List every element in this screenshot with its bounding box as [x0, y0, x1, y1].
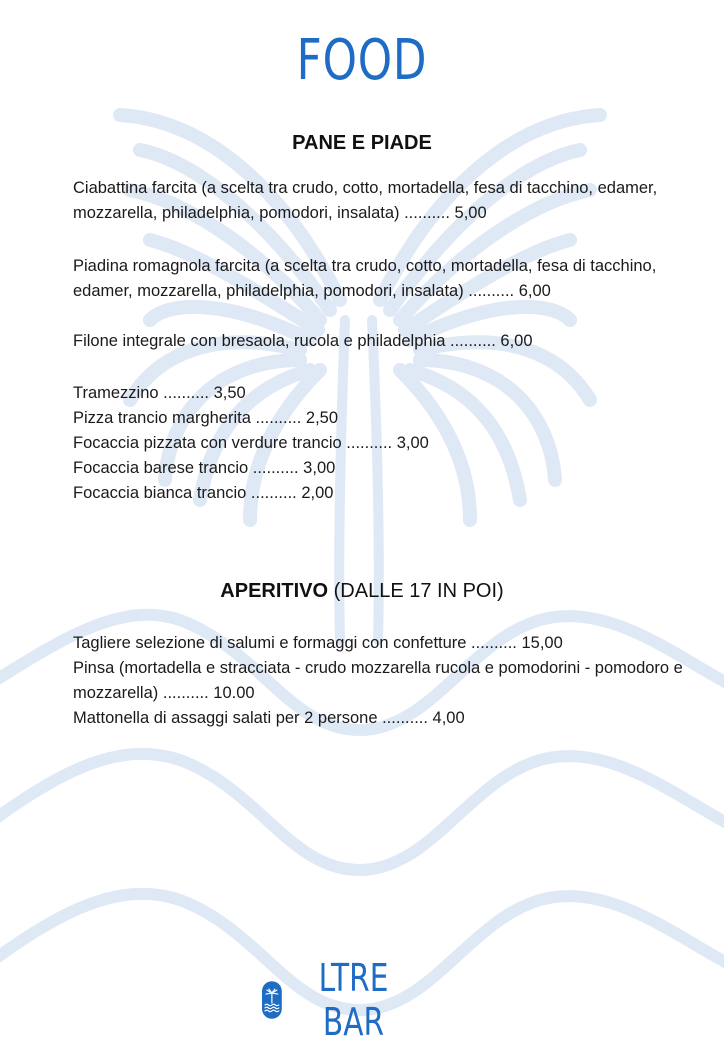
palm-island-icon [262, 981, 282, 1019]
section-title-aperitivo [0, 580, 724, 603]
menu-item: Mattonella di assaggi salati per 2 persone .......... 4,00 [73, 709, 465, 727]
menu-group [73, 381, 683, 506]
menu-group [73, 254, 683, 304]
menu-item: Pinsa (mortadella e stracciata - crudo mozzarella rucola e pomodorini - pomodoro e mozzarella) .......... 10.00 [73, 659, 683, 702]
section-title-main: PANE E PIADE [292, 132, 432, 154]
menu-item: Tramezzino .......... 3,50 [73, 384, 246, 402]
menu-group [73, 329, 683, 354]
brand-name: LTRE BAR [318, 956, 389, 1044]
section-title-pane-e-piade [0, 132, 724, 155]
menu-group [73, 176, 683, 226]
page-title: FOOD [296, 28, 428, 93]
menu-item: Focaccia bianca trancio .......... 2,00 [73, 484, 334, 502]
menu-item: Filone integrale con bresaola, rucola e philadelphia .......... 6,00 [73, 332, 533, 350]
menu-item: Pizza trancio margherita .......... 2,50 [73, 409, 339, 427]
menu-item: Focaccia pizzata con verdure trancio .......... 3,00 [73, 434, 429, 452]
menu-group [73, 631, 683, 731]
brand-logo [0, 956, 724, 1044]
menu-item: Ciabattina farcita (a scelta tra crudo, cotto, mortadella, fesa di tacchino, edamer, mozzarella, philadelphia, pomodori, insalata) .......... 5,00 [73, 179, 658, 222]
menu-item: Focaccia barese trancio .......... 3,00 [73, 459, 336, 477]
section-title-sub: (DALLE 17 IN POI) [328, 580, 504, 602]
section-title-main: APERITIVO [220, 580, 329, 602]
menu-item: Tagliere selezione di salumi e formaggi con confetture .......... 15,00 [73, 634, 563, 652]
menu-item: Piadina romagnola farcita (a scelta tra crudo, cotto, mortadella, fesa di tacchino, edamer, mozzarella, philadelphia, pomodori, insalata) .......... 6,00 [73, 257, 657, 300]
